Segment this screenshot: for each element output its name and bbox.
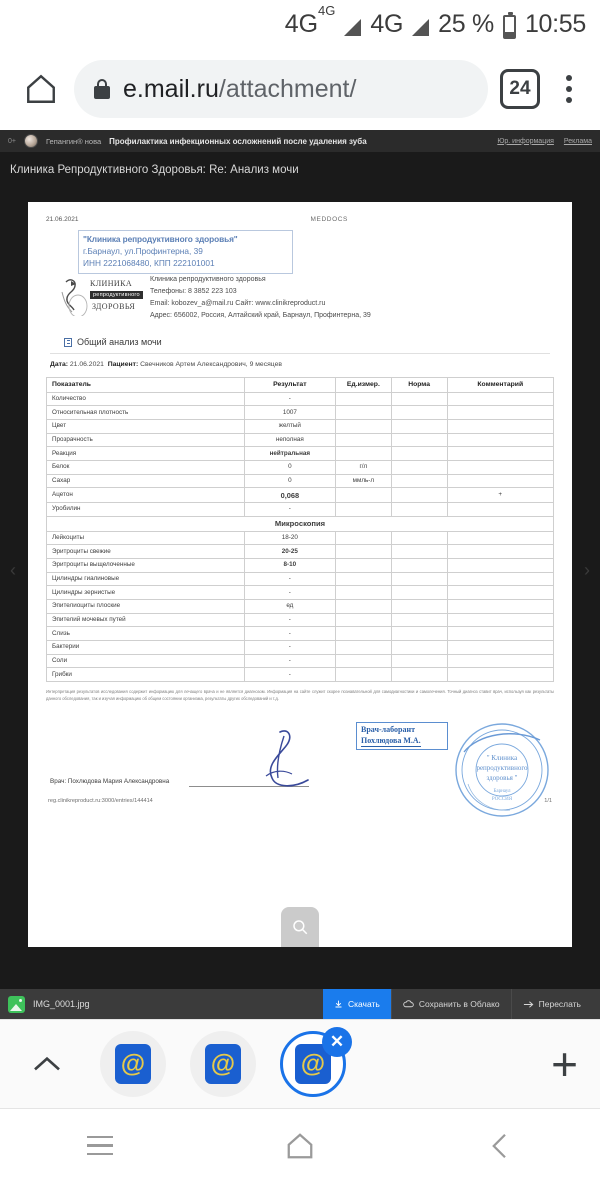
cell-result: 1007	[244, 406, 335, 420]
document-footer	[28, 798, 572, 804]
cell-comment: +	[447, 488, 554, 503]
cell-norm	[391, 627, 447, 641]
cell-comment	[447, 572, 554, 586]
cell-indicator: Эпителий мочевых путей	[47, 613, 245, 627]
cell-indicator: Лейкоциты	[47, 531, 245, 545]
cell-unit	[335, 668, 391, 682]
table-row	[47, 433, 554, 447]
attachment-viewer	[0, 186, 600, 956]
ad-age-label: 0+	[8, 137, 16, 145]
cell-result: 0,068	[244, 488, 335, 503]
cell-unit	[335, 545, 391, 559]
bird-logo-icon	[58, 276, 88, 314]
cell-comment	[447, 531, 554, 545]
home-nav-button[interactable]	[200, 1131, 400, 1161]
col-norm: Норма	[391, 378, 447, 392]
download-button[interactable]	[323, 989, 391, 1019]
cell-unit	[335, 559, 391, 573]
cell-unit	[335, 488, 391, 503]
logo-text-top: КЛИНИКА	[90, 279, 133, 289]
cell-comment	[447, 392, 554, 406]
cell-unit	[335, 392, 391, 406]
cell-norm	[391, 654, 447, 668]
ad-banner[interactable]	[0, 130, 600, 152]
cell-unit: ммль-л	[335, 474, 391, 488]
section-header-row	[47, 516, 554, 531]
cell-result: -	[244, 586, 335, 600]
save-to-cloud-label: Сохранить в Облако	[418, 999, 500, 1009]
cell-result: нейтральная	[244, 447, 335, 461]
cell-unit	[335, 406, 391, 420]
battery-percent: 25 %	[438, 9, 494, 38]
cell-norm	[391, 641, 447, 655]
cell-result: -	[244, 392, 335, 406]
svg-text:Барнаул: Барнаул	[493, 788, 511, 794]
table-row	[47, 545, 554, 559]
cell-unit	[335, 600, 391, 614]
disclaimer-text: Интерпретация результатов исследования содержит информацию для лечащего врача и не является диагнозом. Информация на сайте служит скорее познавательной для самодиагностики и самолечения. Точный диагноз ставит врач, используя как результаты данного обследования, так и изучая информацию об общем состоянии организма, результаты других обследований и т.д.	[46, 689, 554, 701]
ad-advertising-link[interactable]: Реклама	[563, 137, 592, 145]
svg-text:" Клиника: " Клиника	[486, 753, 518, 762]
table-row	[47, 586, 554, 600]
url-bar[interactable]	[74, 60, 488, 118]
doctor-name-line: Врач: Похлюдова Мария Александровна	[50, 777, 170, 785]
document-image[interactable]	[28, 202, 572, 947]
cell-result: 18-20	[244, 531, 335, 545]
cell-comment	[447, 668, 554, 682]
cell-comment	[447, 433, 554, 447]
table-row	[47, 600, 554, 614]
patient-label: Пациент:	[107, 361, 139, 369]
col-unit: Ед.измер.	[335, 378, 391, 392]
table-row	[47, 613, 554, 627]
meddocs-label: MEDDOCS	[310, 216, 348, 223]
cell-unit	[335, 586, 391, 600]
table-row	[47, 474, 554, 488]
back-chevron-icon	[487, 1131, 513, 1161]
cell-indicator: Эритроциты выщелоченные	[47, 559, 245, 573]
network-indicator-2: 4G	[370, 9, 404, 38]
zoom-button[interactable]	[281, 907, 319, 947]
browser-toolbar	[0, 48, 600, 130]
download-label: Скачать	[347, 999, 380, 1009]
mail-ru-icon: @	[295, 1044, 331, 1084]
table-row	[47, 627, 554, 641]
browser-tab-3[interactable]	[280, 1031, 346, 1097]
cell-comment	[447, 559, 554, 573]
clinic-stamp-line1: "Клиника репродуктивного здоровья"	[83, 234, 238, 244]
svg-text:РОССИЯ: РОССИЯ	[491, 796, 513, 802]
clinic-logo	[52, 272, 150, 318]
cell-unit	[335, 447, 391, 461]
cell-result: 8-10	[244, 559, 335, 573]
cell-norm	[391, 586, 447, 600]
cell-result: -	[244, 503, 335, 517]
cell-indicator: Эпителиоциты плоские	[47, 600, 245, 614]
android-nav-bar	[0, 1109, 600, 1182]
ad-title: Профилактика инфекционных осложнений после удаления зуба	[109, 136, 367, 146]
cell-result: ед	[244, 600, 335, 614]
cell-indicator: Соли	[47, 654, 245, 668]
stamp-role: Врач-лаборант	[361, 724, 416, 734]
clinic-contacts	[150, 272, 371, 322]
cell-result: -	[244, 654, 335, 668]
home-button[interactable]	[14, 62, 68, 116]
cell-indicator: Белок	[47, 461, 245, 475]
cell-unit: г/л	[335, 461, 391, 475]
tab-count-button[interactable]: 24	[500, 69, 540, 109]
url-text: e.mail.ru/attachment/	[123, 74, 357, 103]
cell-unit	[335, 613, 391, 627]
cell-comment	[447, 600, 554, 614]
cell-comment	[447, 503, 554, 517]
report-date-top: 21.06.2021	[46, 216, 79, 223]
table-row	[47, 419, 554, 433]
cell-norm	[391, 392, 447, 406]
image-file-icon	[8, 996, 25, 1013]
mail-ru-icon: @	[205, 1044, 241, 1084]
table-row	[47, 559, 554, 573]
contact-email-site: Email: kobozev_a@mail.ru Сайт: www.clinikreproduct.ru	[150, 300, 326, 308]
cell-unit	[335, 503, 391, 517]
logo-text-mid: репродуктивного	[90, 291, 143, 299]
table-row	[47, 503, 554, 517]
cell-comment	[447, 654, 554, 668]
cell-comment	[447, 461, 554, 475]
handwritten-signature	[246, 726, 336, 796]
signal-bars-icon-1	[344, 19, 361, 36]
cell-norm	[391, 613, 447, 627]
home-icon	[285, 1131, 315, 1161]
cell-norm	[391, 447, 447, 461]
prev-attachment-button[interactable]: ‹	[10, 560, 16, 580]
browser-menu-button[interactable]	[552, 67, 586, 111]
contact-address: Адрес: 656002, Россия, Алтайский край, Барнаул, Профинтерна, 39	[150, 312, 371, 320]
table-row	[47, 461, 554, 475]
cell-unit	[335, 419, 391, 433]
ad-avatar	[24, 134, 38, 148]
cell-unit	[335, 531, 391, 545]
cell-norm	[391, 668, 447, 682]
col-comment: Комментарий	[447, 378, 554, 392]
browser-tab-2[interactable]	[190, 1031, 256, 1097]
cell-indicator: Грибки	[47, 668, 245, 682]
cell-result: -	[244, 641, 335, 655]
table-row	[47, 392, 554, 406]
cell-result: неполная	[244, 433, 335, 447]
cell-comment	[447, 447, 554, 461]
document-icon	[64, 338, 72, 347]
analysis-title: Общий анализ мочи	[77, 337, 162, 348]
table-row	[47, 406, 554, 420]
lock-icon	[94, 79, 110, 99]
cell-result: 20-25	[244, 545, 335, 559]
cell-indicator: Относительная плотность	[47, 406, 245, 420]
clinic-stamp-line3: ИНН 2221068480, КПП 222101001	[83, 257, 215, 268]
cell-norm	[391, 419, 447, 433]
table-row	[47, 572, 554, 586]
battery-icon	[503, 15, 516, 39]
lab-report	[28, 202, 572, 814]
cell-result: 0	[244, 461, 335, 475]
cell-indicator: Слизь	[47, 627, 245, 641]
cell-comment	[447, 474, 554, 488]
browser-tab-1[interactable]	[100, 1031, 166, 1097]
section-label: Микроскопия	[47, 516, 554, 531]
results-table	[46, 377, 554, 682]
network-indicator-1: $4G^{4G}$	[284, 3, 336, 38]
cloud-icon	[403, 999, 414, 1009]
home-icon	[24, 72, 58, 106]
table-row	[47, 654, 554, 668]
date-label: Дата:	[50, 361, 68, 369]
cell-indicator: Прозрачность	[47, 433, 245, 447]
table-row	[47, 668, 554, 682]
recents-button[interactable]	[0, 1136, 200, 1155]
cell-indicator: Бактерии	[47, 641, 245, 655]
col-result: Результат	[244, 378, 335, 392]
cell-result: -	[244, 668, 335, 682]
contact-phone: Телефоны: 8 3852 223 103	[150, 288, 237, 296]
stamp-name: Похлюдова М.А.	[361, 736, 421, 748]
cell-unit	[335, 641, 391, 655]
cell-unit	[335, 627, 391, 641]
table-row	[47, 488, 554, 503]
cell-unit	[335, 654, 391, 668]
cell-indicator: Цилиндры гиалиновые	[47, 572, 245, 586]
cell-result: -	[244, 613, 335, 627]
analysis-title-row	[64, 337, 554, 347]
table-row	[47, 531, 554, 545]
cell-comment	[447, 627, 554, 641]
cell-norm	[391, 488, 447, 503]
clock: 10:55	[524, 9, 586, 38]
cell-norm	[391, 461, 447, 475]
cell-comment	[447, 641, 554, 655]
cell-indicator: Уробилин	[47, 503, 245, 517]
title-divider	[50, 353, 550, 354]
patient-info	[50, 361, 554, 368]
cell-comment	[447, 406, 554, 420]
cell-indicator: Цилиндры зернистые	[47, 586, 245, 600]
chevron-up-icon	[31, 1053, 63, 1075]
cell-indicator: Цвет	[47, 419, 245, 433]
mail-page	[0, 130, 600, 989]
clinic-stamp-box	[78, 230, 293, 274]
attachment-file-name: IMG_0001.jpg	[33, 999, 90, 1009]
cell-norm	[391, 474, 447, 488]
table-header-row	[47, 378, 554, 392]
status-bar	[0, 0, 600, 48]
expand-tabs-button[interactable]	[22, 1053, 72, 1075]
cell-comment	[447, 545, 554, 559]
cell-unit	[335, 572, 391, 586]
cell-result: желтый	[244, 419, 335, 433]
logo-text-bottom: ЗДОРОВЬЯ	[92, 302, 136, 312]
forward-button[interactable]	[511, 989, 592, 1019]
attachment-toolbar	[0, 989, 600, 1019]
clinic-stamp-line2: г.Барнаул, ул.Профинтерна, 39	[83, 245, 203, 256]
lab-doctor-stamp	[356, 722, 448, 751]
stork-icon	[58, 276, 88, 316]
cell-norm	[391, 600, 447, 614]
cell-indicator: Ацетон	[47, 488, 245, 503]
recents-icon	[87, 1136, 113, 1155]
email-subject: Клиника Репродуктивного Здоровья: Re: Анализ мочи	[10, 164, 299, 176]
cell-comment	[447, 586, 554, 600]
cell-norm	[391, 531, 447, 545]
next-attachment-button[interactable]: ›	[584, 560, 590, 580]
table-row	[47, 447, 554, 461]
table-row	[47, 641, 554, 655]
cell-norm	[391, 433, 447, 447]
cell-norm	[391, 545, 447, 559]
cell-norm	[391, 572, 447, 586]
svg-text:здоровья ": здоровья "	[486, 773, 518, 782]
ad-legal-link[interactable]: Юр. информация	[497, 137, 554, 145]
patient-name: Свечников Артем Александрович, 9 месяцев	[140, 361, 282, 369]
cell-indicator: Сахар	[47, 474, 245, 488]
report-date: 21.06.2021	[69, 361, 104, 369]
magnifier-icon	[291, 918, 309, 936]
cell-indicator: Реакция	[47, 447, 245, 461]
mail-ru-icon: @	[115, 1044, 151, 1084]
tab-list	[100, 1031, 346, 1097]
close-tab-button[interactable]: ✕	[322, 1027, 352, 1057]
svg-text:репродуктивного: репродуктивного	[476, 763, 528, 772]
footer-url: reg.clinikreproduct.ru:3000/entries/144414	[48, 797, 153, 804]
download-icon	[334, 999, 343, 1009]
col-indicator: Показатель	[47, 378, 245, 392]
signal-bars-icon-2	[412, 19, 429, 36]
cell-result: -	[244, 572, 335, 586]
cell-result: -	[244, 627, 335, 641]
cell-comment	[447, 613, 554, 627]
cell-comment	[447, 419, 554, 433]
round-clinic-stamp	[444, 712, 564, 822]
forward-arrow-icon	[523, 1000, 534, 1009]
page-indicator: 1/1	[544, 797, 552, 804]
cell-norm	[391, 406, 447, 420]
cell-unit	[335, 433, 391, 447]
cell-norm	[391, 559, 447, 573]
save-to-cloud-button[interactable]	[391, 989, 511, 1019]
cell-indicator: Количество	[47, 392, 245, 406]
forward-label: Переслать	[538, 999, 581, 1009]
ad-brand: Гепангин® нова	[45, 136, 102, 146]
back-button[interactable]	[400, 1131, 600, 1161]
browser-tab-strip	[0, 1019, 600, 1109]
new-tab-button[interactable]: +	[551, 1038, 578, 1090]
cell-result: 0	[244, 474, 335, 488]
contact-name: Клиника репродуктивного здоровья	[150, 276, 266, 284]
cell-indicator: Эритроциты свежие	[47, 545, 245, 559]
cell-norm	[391, 503, 447, 517]
